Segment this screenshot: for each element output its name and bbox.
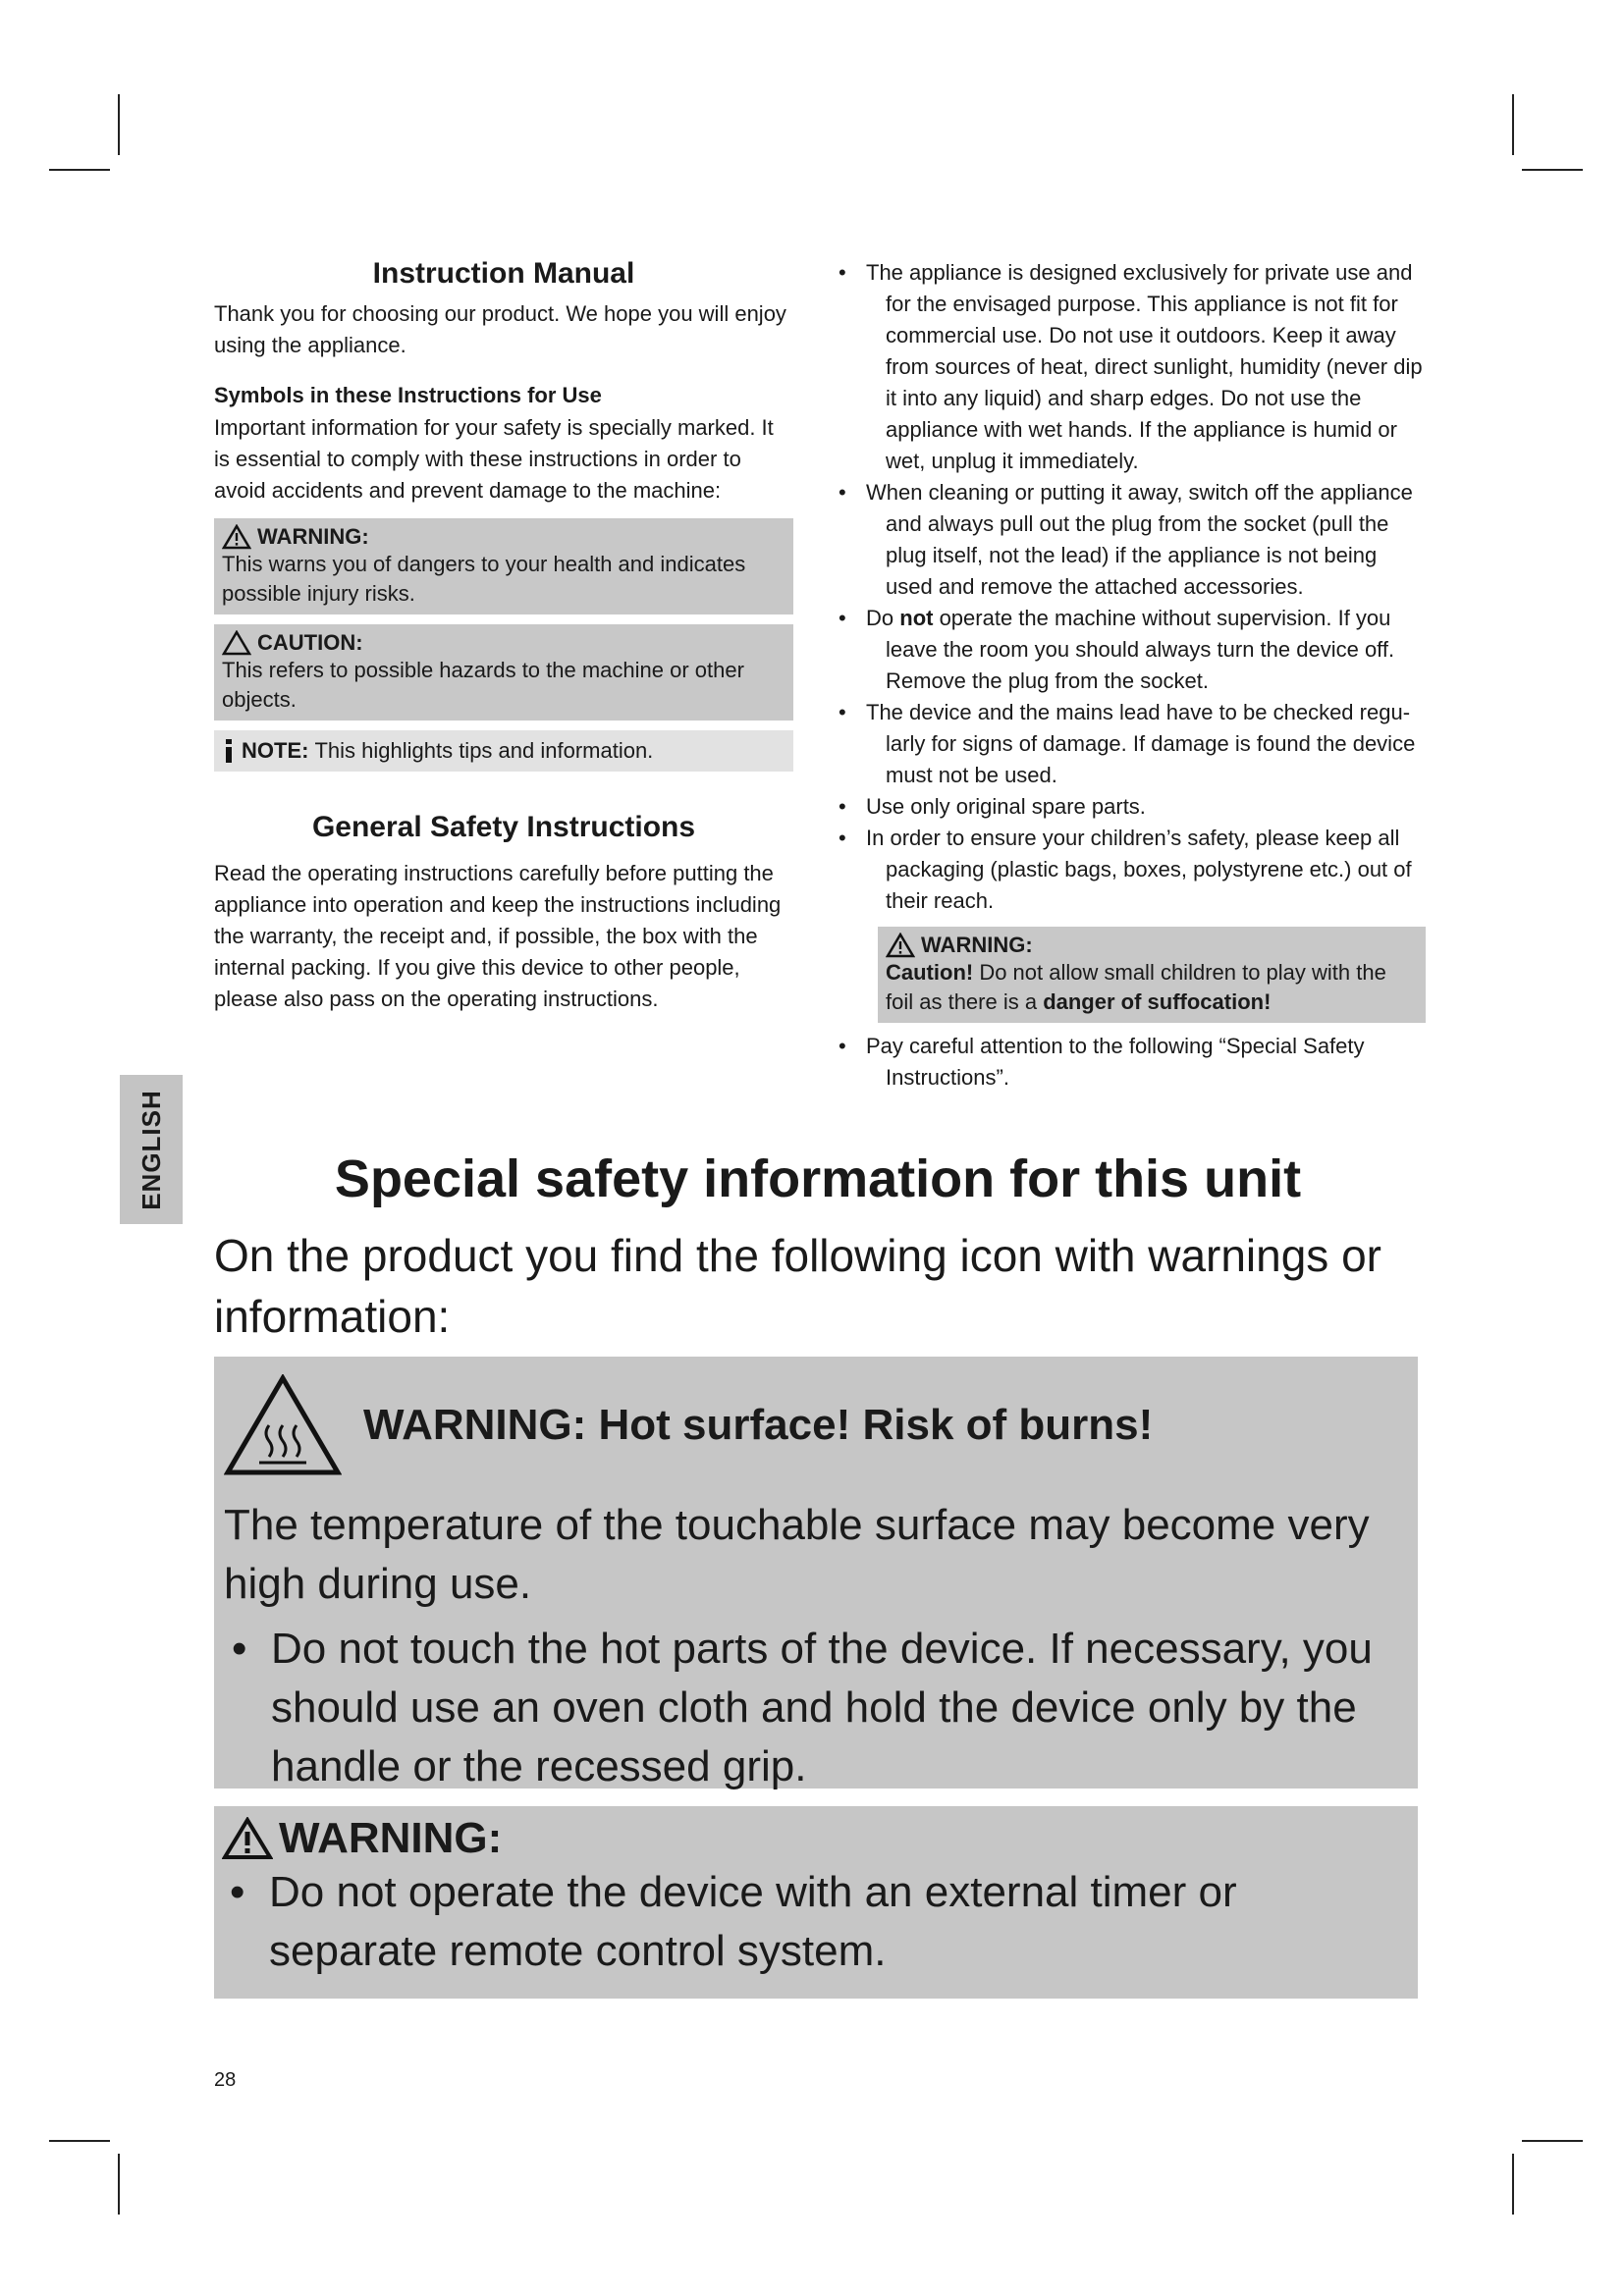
- caution-triangle-icon: [222, 630, 251, 656]
- crop-mark: [1512, 2154, 1514, 2215]
- general-safety-text: Read the operating instructions carefully before putting the appliance into operation and keep the instructions including the warranty, the receipt and, if possible, the box with the internal packing. If you give this device to other people, please also pass on the operating instructions.: [214, 861, 782, 1011]
- crop-mark: [118, 2154, 120, 2215]
- children-warning-text: Caution! Do not allow small children to play with the foil as there is a danger of suffocation!: [886, 960, 1386, 1014]
- note-label: NOTE:: [242, 738, 309, 763]
- special-safety-title: Special safety information for this unit: [334, 1149, 1302, 1208]
- symbols-text: Important information for your safety is specially marked. It is essential to comply with these instructions in order to avoid accidents and prevent damage to the machine:: [214, 415, 774, 503]
- warning-triangle-icon: [222, 524, 251, 550]
- special-safety-intro: On the product you find the following icon with warnings or information:: [214, 1230, 1381, 1342]
- list-item: • Do not operate the machine without supervision. If you leave the room you should always turn the device off. Remove the plug from the socket.: [827, 603, 1426, 697]
- info-icon: [222, 739, 236, 763]
- children-warning-box: [878, 927, 1426, 1023]
- hot-surface-text: The temperature of the touchable surface may become very high during use.: [224, 1501, 1370, 1608]
- timer-warning-box: [214, 1806, 1418, 1999]
- list-item: • Do not touch the hot parts of the device. If necessary, you should use an oven cloth and hold the device only by the handle or the recessed grip.: [224, 1620, 1408, 1796]
- list-item: • The device and the mains lead have to be checked regu- larly for signs of damage. If damage is found the device must not be used.: [827, 697, 1426, 791]
- list-item: • Use only original spare parts.: [827, 791, 1426, 823]
- list-item: • When cleaning or putting it away, switch off the appliance and always pull out the plug from the socket (pull the plug itself, not the lead) if the appliance is not being used and remove the attached accessories.: [827, 477, 1426, 603]
- page-number: 28: [214, 2069, 237, 2091]
- list-item: • Do not operate the device with an external timer or separate remote control system.: [222, 1863, 1408, 1981]
- caution-text: This refers to possible hazards to the machine or other objects.: [222, 658, 744, 712]
- list-item: • Pay careful attention to the following “Special Safety Instructions”.: [827, 1031, 1426, 1094]
- left-column: [214, 257, 793, 1015]
- hot-surface-icon: [224, 1374, 342, 1476]
- warning-text: This warns you of dangers to your health and indicates possible injury risks.: [222, 552, 746, 606]
- warning-triangle-icon: [222, 1817, 273, 1860]
- note-text: This highlights tips and information.: [314, 738, 654, 763]
- note-box: [214, 730, 793, 772]
- list-item: • In order to ensure your children’s safety, please keep all packaging (plastic bags, boxes, polystyrene etc.) out of their reach.: [827, 823, 1426, 917]
- crop-mark: [1522, 169, 1583, 171]
- language-tab: [120, 1075, 183, 1224]
- crop-mark: [49, 169, 110, 171]
- instruction-manual-title: Instruction Manual: [372, 257, 635, 290]
- timer-warning-label: WARNING:: [279, 1814, 503, 1862]
- warning-box: [214, 518, 793, 614]
- list-item: • The appliance is designed exclusively for private use and for the envisaged purpose. This appliance is not fit for commercial use. Do not use it outdoors. Keep it away from sources of heat, direct sunlight, humidity (never dip it into any liquid) and sharp edges. Do not use the appliance with wet hands. If the appliance is humid or wet, unplug it immediately.: [827, 257, 1426, 477]
- general-safety-title: General Safety Instructions: [311, 811, 696, 843]
- crop-mark: [49, 2140, 110, 2142]
- hot-surface-warning-box: [214, 1357, 1418, 1789]
- children-warning-label: WARNING:: [921, 933, 1033, 957]
- crop-mark: [1512, 94, 1514, 155]
- right-column: [827, 257, 1426, 1094]
- warning-label: WARNING:: [257, 524, 369, 549]
- crop-mark: [118, 94, 120, 155]
- language-tab-label: ENGLISH: [135, 1089, 166, 1210]
- caution-label: CAUTION:: [257, 630, 363, 655]
- intro-text: Thank you for choosing our product. We hope you will enjoy using the appliance.: [214, 301, 786, 357]
- caution-box: [214, 624, 793, 721]
- crop-mark: [1522, 2140, 1583, 2142]
- symbols-heading: Symbols in these Instructions for Use: [214, 383, 602, 407]
- hot-surface-warning-label: WARNING: Hot surface! Risk of burns!: [363, 1401, 1154, 1449]
- warning-triangle-icon: [886, 933, 915, 958]
